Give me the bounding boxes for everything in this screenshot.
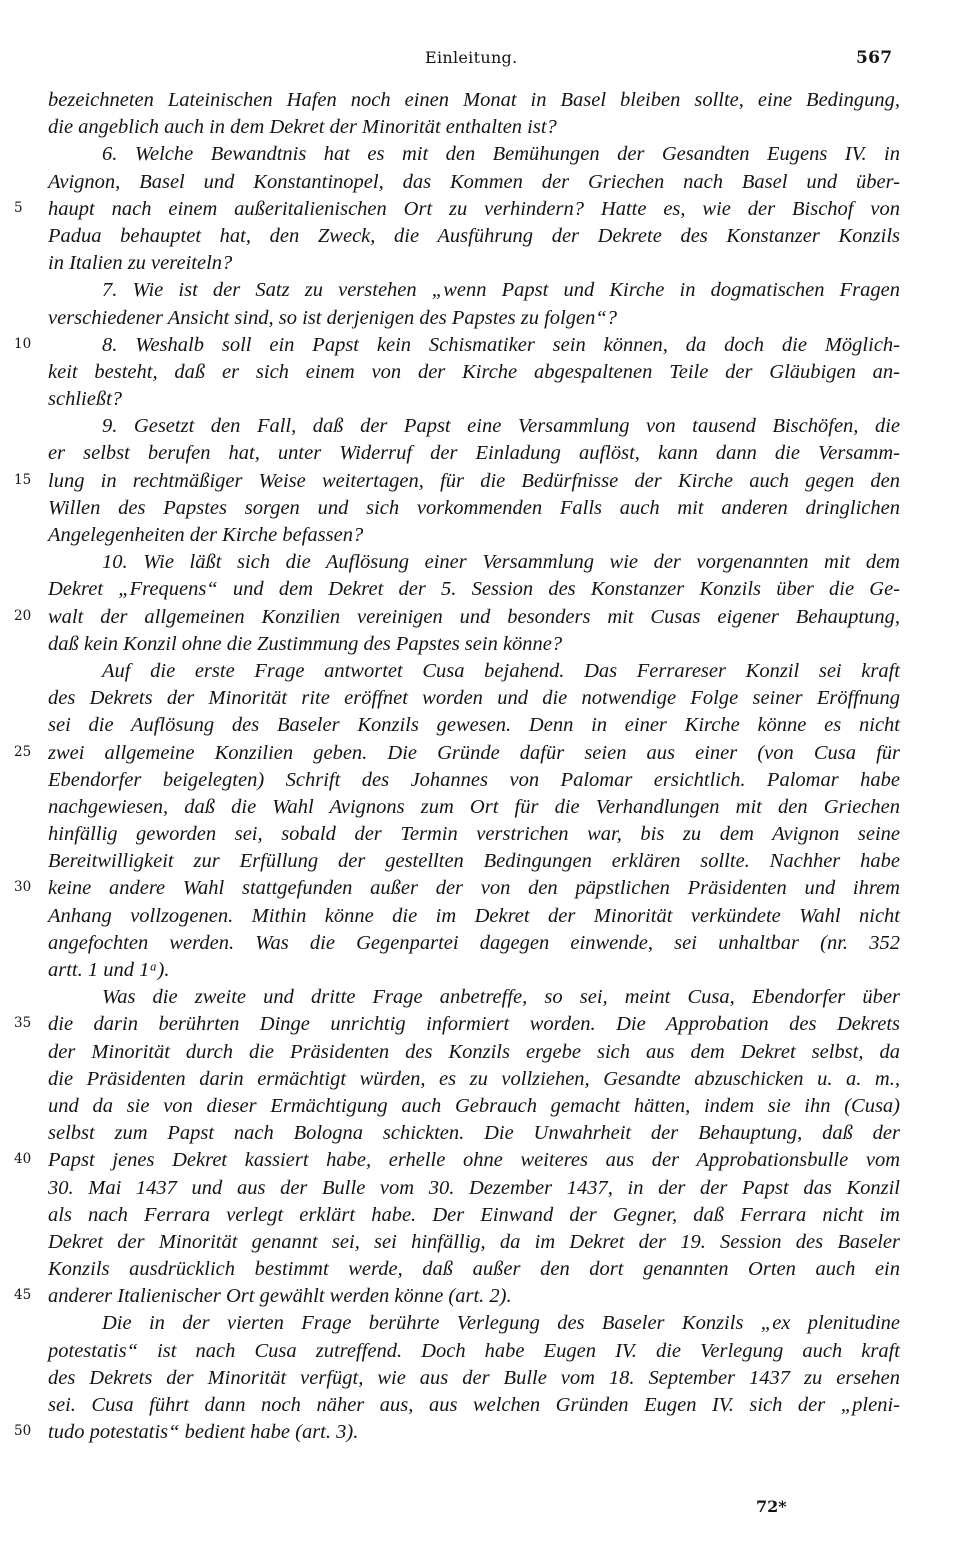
text-line [0, 658, 960, 685]
text-line [0, 957, 960, 984]
text-line [0, 1066, 960, 1093]
text-line [0, 1147, 960, 1174]
text-line [0, 1392, 960, 1419]
line-text: bezeichneten Lateinischen Hafen noch einen Monat in Basel bleiben sollte, eine Bedingung, [48, 89, 900, 111]
text-line [0, 604, 960, 631]
line-text: Bereitwilligkeit zur Erfüllung der gestellten Bedingungen erklären sollte. Nachher habe [48, 850, 900, 873]
text-line [0, 930, 960, 957]
text-line [0, 1419, 960, 1446]
text-line [0, 903, 960, 930]
text-line [0, 141, 960, 168]
line-text: Anhang vollzogenen. Mithin könne die im Dekret der Minorität verkündete Wahl nicht [48, 904, 900, 927]
line-text: sei. Cusa führt dann noch näher aus, aus welchen Gründen Eugen IV. sich der „pleni- [48, 1394, 900, 1416]
text-line [0, 522, 960, 549]
text-line [0, 1365, 960, 1392]
text-line [0, 223, 960, 250]
line-text: 30. Mai 1437 und aus der Bulle vom 30. Dezember 1437, in der der Papst das Konzil [48, 1176, 900, 1199]
text-line [0, 1256, 960, 1283]
text-line [0, 332, 960, 359]
line-text: 9. Gesetzt den Fall, daß der Papst eine Versammlung von tausend Bischöfen, die [102, 415, 900, 438]
text-line [0, 794, 960, 821]
text-line [0, 277, 960, 304]
text-line [0, 1202, 960, 1229]
line-text: Papst jenes Dekret kassiert habe, erhelle ohne weiteres aus der Approbationsbulle vom [48, 1149, 900, 1172]
line-text: 10. Wie läßt sich die Auflösung einer Versammlung wie der vorgenannten mit dem [102, 551, 900, 574]
line-text: angefochten werden. Was die Gegenpartei dagegen einwende, sei unhaltbar (nr. 352 [48, 931, 900, 954]
line-text: der Minorität durch die Präsidenten des Konzils ergebe sich aus dem Dekret selbst, da [48, 1040, 900, 1063]
line-text: die Präsidenten darin ermächtigt würden, es zu vollziehen, Gesandte abzuschicken u. a. m., [48, 1067, 900, 1090]
printer-signature: 72* [756, 1497, 787, 1516]
line-text: selbst zum Papst nach Bologna schickten. Die Unwahrheit der Behauptung, daß der [48, 1122, 900, 1145]
line-text: die angeblich auch in dem Dekret der Minorität enthalten ist? [48, 116, 557, 139]
page-number: 567 [856, 48, 893, 68]
line-text: hinfällig geworden sei, sobald der Termin verstrichen war, bis zu dem Avignon seine [48, 823, 900, 846]
text-line [0, 1093, 960, 1120]
text-line [0, 685, 960, 712]
line-text: potestatis“ ist nach Cusa zutreffend. Doch habe Eugen IV. die Verlegung auch kraft [48, 1339, 900, 1362]
line-text: haupt nach einem außeritalienischen Ort zu verhindern? Hatte es, wie der Bischof von [48, 197, 900, 220]
line-number: 45 [14, 1287, 32, 1304]
text-line [0, 1120, 960, 1147]
line-text: Willen des Papstes sorgen und sich vorkommenden Falls auch mit anderen dringlichen [48, 496, 900, 519]
text-line [0, 576, 960, 603]
line-text: artt. 1 und 1ᵃ). [48, 959, 170, 981]
line-text: verschiedener Ansicht sind, so ist derjenigen des Papstes zu folgen“? [48, 306, 617, 329]
line-text: in Italien zu vereiteln? [48, 252, 233, 275]
text-line [0, 631, 960, 658]
line-text: 6. Welche Bewandtnis hat es mit den Bemühungen der Gesandten Eugens IV. in [102, 143, 900, 166]
line-text: und da sie von dieser Ermächtigung auch Gebrauch gemacht hätten, indem sie ihn (Cusa) [48, 1094, 900, 1117]
line-text: als nach Ferrara verlegt erklärt habe. Der Einwand der Gegner, daß Ferrara nicht im [48, 1203, 900, 1226]
text-line [0, 767, 960, 794]
line-text: tudo potestatis“ bedient habe (art. 3). [48, 1421, 359, 1444]
text-line [0, 196, 960, 223]
text-line [0, 440, 960, 467]
text-line [0, 1039, 960, 1066]
line-text: keine andere Wahl stattgefunden außer der von den päpstlichen Präsidenten und ihrem [48, 877, 900, 900]
line-text: walt der allgemeinen Konzilien vereinigen und besonders mit Cusas eigener Behauptung, [48, 605, 900, 628]
text-line [0, 549, 960, 576]
text-line [0, 359, 960, 386]
line-text: anderer Italienischer Ort gewählt werden könne (art. 2). [48, 1285, 512, 1308]
line-number: 15 [14, 471, 32, 488]
text-line [0, 740, 960, 767]
line-number: 40 [14, 1151, 32, 1168]
text-line [0, 1175, 960, 1202]
line-text: Padua behauptet hat, den Zweck, die Ausführung der Dekrete des Konstanzer Konzils [48, 224, 900, 247]
line-text: schließt? [48, 388, 123, 411]
line-text: zwei allgemeine Konzilien geben. Die Gründe dafür seien aus einer (von Cusa für [48, 741, 900, 764]
line-text: Angelegenheiten der Kirche befassen? [48, 524, 364, 546]
text-line [0, 114, 960, 141]
line-number: 35 [14, 1015, 32, 1032]
text-line [0, 1229, 960, 1256]
text-line [0, 169, 960, 196]
text-line [0, 984, 960, 1011]
text-line [0, 1011, 960, 1038]
text-line [0, 1310, 960, 1337]
line-text: die darin berührten Dinge unrichtig informiert worden. Die Approbation des Dekrets [48, 1013, 900, 1036]
line-text: des Dekrets der Minorität verfügt, wie aus der Bulle vom 18. September 1437 zu ersehen [48, 1366, 900, 1389]
line-number: 20 [14, 607, 32, 624]
text-line [0, 1283, 960, 1310]
line-number: 50 [14, 1423, 32, 1440]
text-line [0, 848, 960, 875]
text-line [0, 87, 960, 114]
text-line [0, 495, 960, 522]
line-text: 8. Weshalb soll ein Papst kein Schismatiker sein können, da doch die Möglich- [102, 333, 900, 356]
line-text: 7. Wie ist der Satz zu verstehen „wenn Papst und Kirche in dogmatischen Fragen [102, 279, 900, 302]
line-text: Auf die erste Frage antwortet Cusa bejahend. Das Ferrareser Konzil sei kraft [102, 659, 900, 682]
line-text: daß kein Konzil ohne die Zustimmung des Papstes sein könne? [48, 632, 563, 655]
text-line [0, 875, 960, 902]
body-text [0, 87, 960, 1446]
text-line [0, 468, 960, 495]
text-line [0, 413, 960, 440]
running-header-title: Einleitung. [425, 48, 518, 67]
line-number: 5 [14, 199, 23, 216]
line-text: nachgewiesen, daß die Wahl Avignons zum Ort für die Verhandlungen mit den Griechen [48, 795, 900, 818]
text-line [0, 712, 960, 739]
text-line [0, 821, 960, 848]
text-line [0, 386, 960, 413]
line-text: Dekret „Frequens“ und dem Dekret der 5. Session des Konstanzer Konzils über die Ge- [48, 578, 900, 601]
line-number: 25 [14, 743, 32, 760]
line-number: 10 [14, 335, 32, 352]
text-line [0, 250, 960, 277]
line-text: Konzils ausdrücklich bestimmt werde, daß außer den dort genannten Orten auch ein [48, 1258, 900, 1281]
text-line [0, 1338, 960, 1365]
text-line [0, 305, 960, 332]
line-text: Was die zweite und dritte Frage anbetreffe, so sei, meint Cusa, Ebendorfer über [102, 986, 900, 1009]
line-text: Ebendorfer beigelegten) Schrift des Johannes von Palomar ersichtlich. Palomar habe [48, 768, 900, 791]
line-text: lung in rechtmäßiger Weise weitertagen, für die Bedürfnisse der Kirche auch gegen den [48, 469, 900, 492]
line-number: 30 [14, 879, 32, 896]
line-text: Die in der vierten Frage berührte Verlegung des Baseler Konzils „ex plenitudine [102, 1312, 900, 1335]
line-text: er selbst berufen hat, unter Widerruf der Einladung auflöst, kann dann die Versamm- [48, 442, 900, 465]
line-text: Avignon, Basel und Konstantinopel, das Kommen der Griechen nach Basel und über- [48, 170, 900, 193]
line-text: sei die Auflösung des Baseler Konzils gewesen. Denn in einer Kirche könne es nicht [48, 714, 900, 737]
line-text: des Dekrets der Minorität rite eröffnet worden und die notwendige Folge seiner Eröffnung [48, 687, 900, 710]
line-text: Dekret der Minorität genannt sei, sei hinfällig, da im Dekret der 19. Session des Baseler [48, 1230, 900, 1253]
line-text: keit besteht, daß er sich einem von der Kirche abgespaltenen Teile der Gläubigen an- [48, 360, 900, 383]
